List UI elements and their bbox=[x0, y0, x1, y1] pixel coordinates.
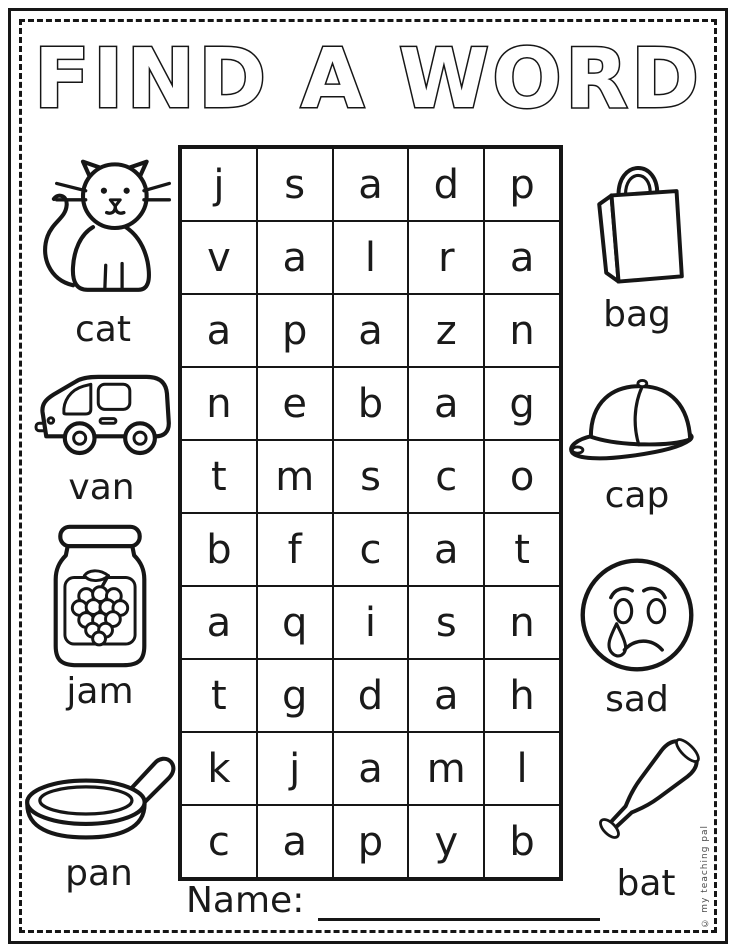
frying-pan-icon bbox=[20, 748, 178, 852]
grid-cell: g bbox=[484, 367, 560, 440]
grid-cell: l bbox=[333, 221, 409, 294]
baseball-cap-icon bbox=[566, 372, 708, 474]
word-label-bat: bat bbox=[616, 863, 676, 904]
jam-jar-icon bbox=[40, 522, 160, 670]
word-item-bag bbox=[572, 148, 702, 335]
grid-cell: r bbox=[408, 221, 484, 294]
word-label-bag: bag bbox=[603, 294, 671, 335]
grid-cell: a bbox=[408, 367, 484, 440]
grid-cell: e bbox=[257, 367, 333, 440]
word-label-cap: cap bbox=[604, 475, 670, 516]
shopping-bag-icon bbox=[572, 148, 702, 293]
grid-cell: k bbox=[181, 732, 257, 805]
grid-cell: g bbox=[257, 659, 333, 732]
word-label-sad: sad bbox=[605, 679, 669, 720]
grid-cell: l bbox=[484, 732, 560, 805]
grid-cell: a bbox=[181, 586, 257, 659]
grid-cell: a bbox=[333, 294, 409, 367]
name-label: Name: bbox=[186, 880, 305, 921]
grid-cell: a bbox=[257, 805, 333, 878]
grid-cell: f bbox=[257, 513, 333, 586]
grid-cell: b bbox=[333, 367, 409, 440]
cat-icon bbox=[28, 158, 178, 308]
sad-face-icon bbox=[574, 552, 700, 678]
grid-cell: c bbox=[408, 440, 484, 513]
grid-cell: t bbox=[484, 513, 560, 586]
grid-cell: d bbox=[408, 148, 484, 221]
grid-cell: a bbox=[484, 221, 560, 294]
word-item-cap bbox=[566, 372, 708, 516]
grid-cell: d bbox=[333, 659, 409, 732]
grid-cell: a bbox=[333, 732, 409, 805]
name-row bbox=[186, 880, 600, 921]
word-item-pan bbox=[20, 748, 178, 894]
van-icon bbox=[24, 362, 179, 466]
word-item-bat bbox=[576, 722, 716, 904]
page-title: FIND A WORD bbox=[33, 32, 703, 127]
word-item-sad bbox=[574, 552, 700, 720]
grid-cell: a bbox=[408, 513, 484, 586]
word-label-van: van bbox=[68, 467, 135, 508]
grid-cell: p bbox=[484, 148, 560, 221]
grid-cell: n bbox=[484, 294, 560, 367]
letter-grid bbox=[178, 145, 563, 881]
word-item-jam bbox=[40, 522, 160, 712]
grid-cell: o bbox=[484, 440, 560, 513]
grid-cell: c bbox=[333, 513, 409, 586]
grid-cell: q bbox=[257, 586, 333, 659]
grid-cell: n bbox=[484, 586, 560, 659]
grid-cell: a bbox=[408, 659, 484, 732]
grid-cell: s bbox=[408, 586, 484, 659]
grid-cell: i bbox=[333, 586, 409, 659]
word-label-cat: cat bbox=[75, 309, 131, 350]
grid-cell: m bbox=[257, 440, 333, 513]
grid-cell: b bbox=[484, 805, 560, 878]
word-item-cat bbox=[28, 158, 178, 350]
grid-cell: a bbox=[257, 221, 333, 294]
grid-cell: a bbox=[333, 148, 409, 221]
credit-text: © my teaching pal bbox=[700, 825, 710, 928]
grid-cell: v bbox=[181, 221, 257, 294]
word-item-van bbox=[24, 362, 179, 508]
grid-cell: c bbox=[181, 805, 257, 878]
grid-cell: n bbox=[181, 367, 257, 440]
grid-cell: j bbox=[181, 148, 257, 221]
word-label-jam: jam bbox=[66, 671, 134, 712]
grid-cell: a bbox=[181, 294, 257, 367]
word-label-pan: pan bbox=[65, 853, 133, 894]
grid-cell: p bbox=[257, 294, 333, 367]
grid-cell: m bbox=[408, 732, 484, 805]
name-blank-line bbox=[318, 885, 600, 921]
grid-cell: z bbox=[408, 294, 484, 367]
grid-cell: t bbox=[181, 659, 257, 732]
grid-cell: t bbox=[181, 440, 257, 513]
grid-cell: s bbox=[257, 148, 333, 221]
baseball-bat-icon bbox=[576, 722, 716, 862]
grid-cell: b bbox=[181, 513, 257, 586]
grid-cell: h bbox=[484, 659, 560, 732]
grid-cell: j bbox=[257, 732, 333, 805]
grid-cell: s bbox=[333, 440, 409, 513]
grid-cell: y bbox=[408, 805, 484, 878]
grid-cell: p bbox=[333, 805, 409, 878]
